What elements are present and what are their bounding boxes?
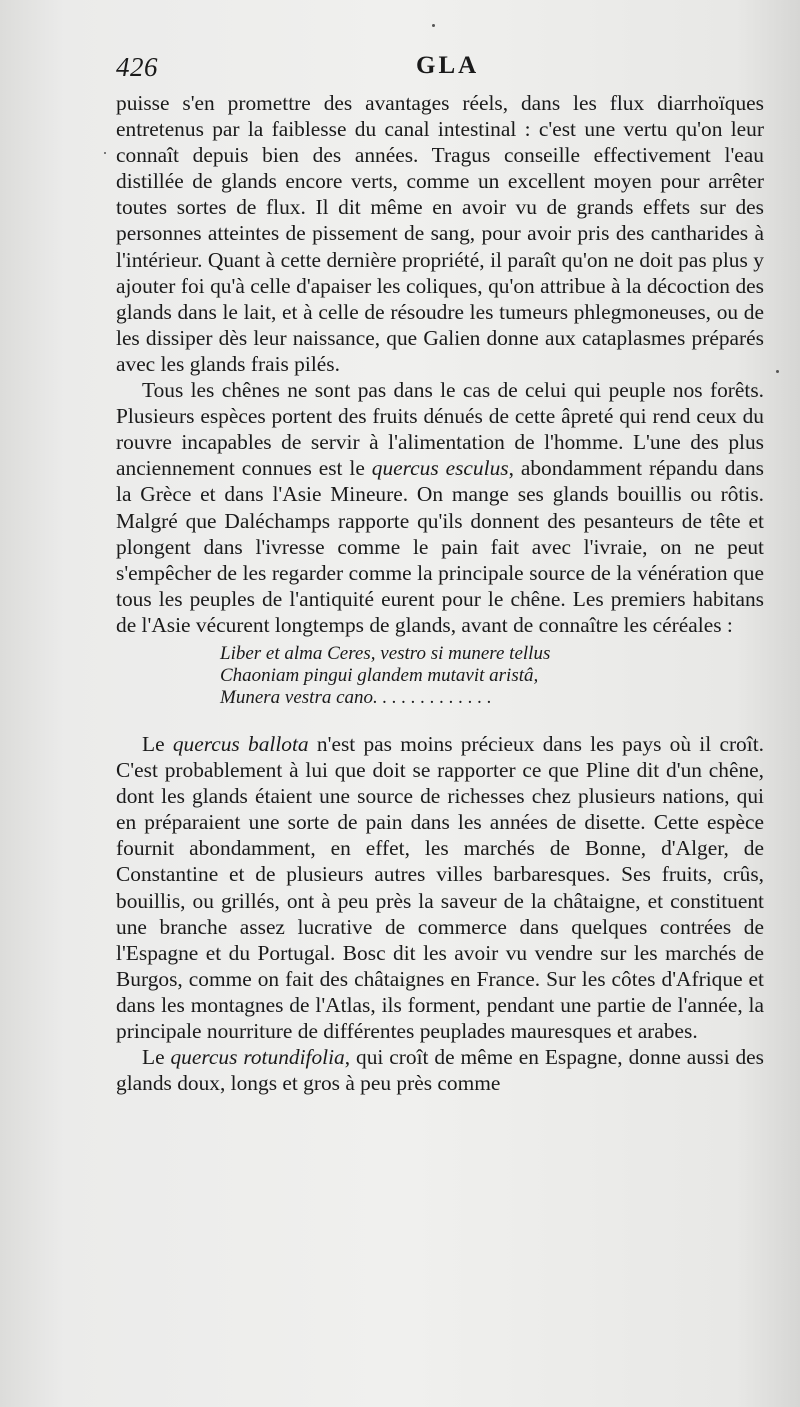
paper-speck [432,24,435,27]
species-name-rotundifolia: quercus rotundifolia [170,1045,345,1070]
species-name-esculus: quercus esculus [371,456,509,481]
paragraph-3-text-start: Le [142,731,173,756]
paragraph-3-text-end: n'est pas moins précieux dans les pays où il croît. C'est probablement à lui que doit se rapporter ce que Pline dit d'un chêne, dont les glands étaient une source de richesses chez plusieurs nations, qui en préparaient une sorte de pain dans les années de disette. Cette espèce fournit abondamment, en effet, les marchés de Bonne, d'Alger, de Constantine et de plusieurs autres villes barbaresques. Ses fruits, crûs, bouillis, ou grillés, ont à peu près la saveur de la châtaigne, et constituent une branche assez lucrative de commerce dans quelques contrées de l'Espagne et du Portugal. Bosc dit les avoir vu vendre sur les marchés de Burgos, comme on fait des châtaignes en France. Sur les côtes d'Afrique et dans les montagnes de l'Atlas, ils forment, pendant une partie de l'année, la principale nourriture de différentes peuplades mauresques et arabes. [116,731,764,1043]
running-head: GLA [416,52,480,79]
latin-verse [220,643,764,709]
paragraph-4 [116,1044,764,1096]
species-name-ballota: quercus ballota [172,731,309,756]
paragraph-2 [116,377,764,638]
page-header [116,52,766,92]
verse-line-3: Munera vestra cano. . . . . . . . . . . . . [220,686,492,708]
body-text [116,90,764,1096]
paragraph-1 [116,90,764,377]
paragraph-1-text: puisse s'en promettre des avantages réels, dans les flux diarrhoïques entretenus par la faiblesse du canal intestinal : c'est une vertu qu'on leur connaît depuis bien des années. Tragus conseille effectivement l'eau distillée de glands encore verts, comme un excellent moyen pour arrêter toutes sortes de flux. Il dit même en avoir vu de grands effets sur des personnes atteintes de pissement de sang, pour avoir pris des cantharides à l'intérieur. Quant à cette dernière propriété, il paraît qu'on ne doit pas plus y ajouter foi qu'à celle d'apaiser les coliques, qu'on attribue à la décoction des glands dans le lait, et à celle de résoudre les tumeurs phlegmoneuses, ou de les dissiper dès leur naissance, que Galien donne aux cataplasmes préparés avec les glands frais pilés. [116,91,764,376]
paragraph-2-text-start: Tous les chênes ne sont pas dans le cas de celui qui peuple nos forêts. Plusieurs espèces portent des fruits dénués de cette âpreté qui rend ceux du rouvre incapables de servir à l'alimentation de l'homme. L'une des plus anciennement connues est le [116,378,764,481]
paper-speck [776,370,779,373]
page-number: 426 [116,52,158,82]
verse-line-1: Liber et alma Ceres, vestro si munere tellus [220,642,551,664]
paragraph-4-text-start: Le [142,1045,171,1070]
verse-line-2: Chaoniam pingui glandem mutavit aristâ, [220,664,539,686]
paper-speck [104,152,106,154]
paragraph-2-text-end: , abondamment répandu dans la Grèce et dans l'Asie Mineure. On mange ses glands bouillis ou rôtis. Malgré que Daléchamps rapporte qu'ils donnent des pesanteurs de tête et plongent dans l'ivresse comme le pain fait avec l'ivraie, on ne peut s'empêcher de les regarder comme la principale source de la vénération que tous les peuples de l'antiquité eurent pour le chêne. Les premiers habitans de l'Asie vécurent longtemps de glands, avant de connaître les céréales : [116,456,764,637]
paragraph-3 [116,731,764,1044]
paragraph-4-text-end: , qui croît de même en Espagne, donne aussi des glands doux, longs et gros à peu près comme [116,1045,764,1096]
